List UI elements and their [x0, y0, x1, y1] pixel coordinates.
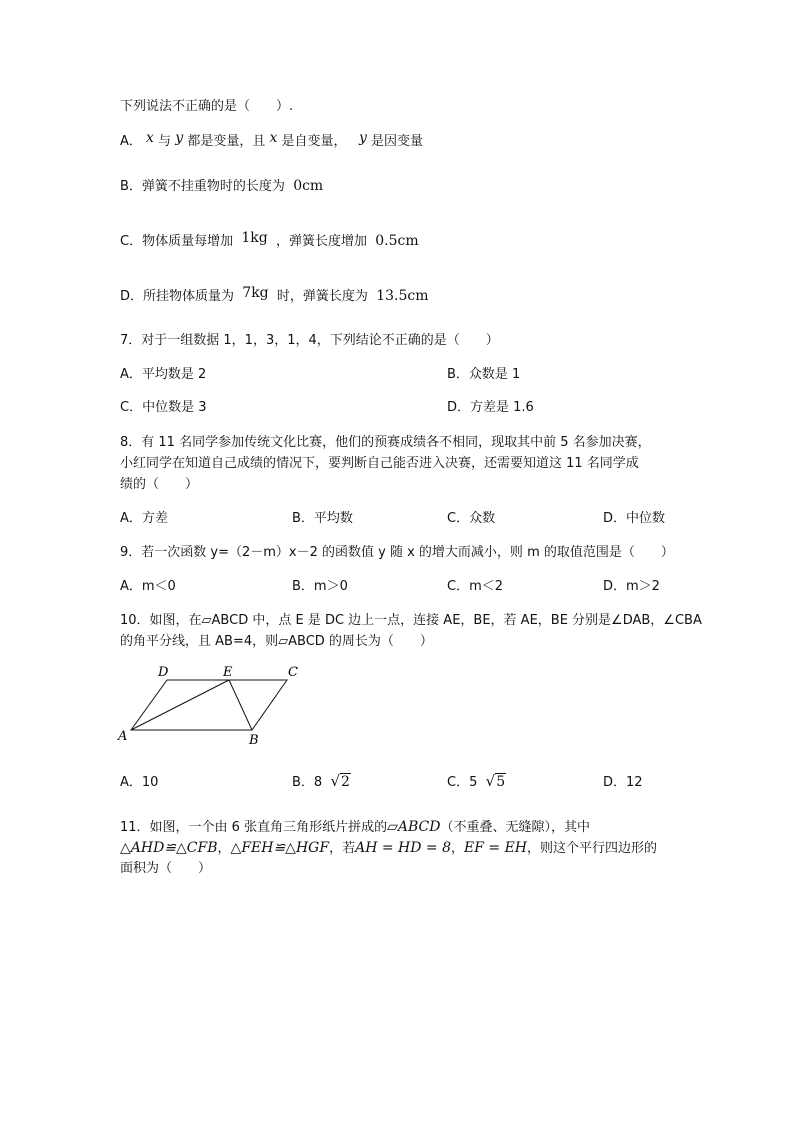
text-with: 与 — [158, 134, 172, 149]
q11-congruence-1: △AHD≌△CFB — [120, 840, 218, 856]
q10-option-d[interactable]: D．12 — [603, 775, 643, 790]
option-c-value-1: 1kg — [241, 230, 268, 246]
q8-question-line-2: 小红同学在知道自己成绩的情况下，要判断自己能否进入决赛，还需要知道这 11 名同学成 — [120, 456, 639, 471]
label-b: B — [249, 733, 259, 748]
option-c-value-2: 0.5cm — [375, 233, 419, 249]
label-c: C — [288, 665, 298, 680]
text-both-variables: 都是变量，且 — [187, 134, 266, 149]
intro-option-d[interactable] — [120, 286, 428, 307]
q9-option-a[interactable]: A．m＜0 — [120, 579, 176, 594]
var-y: y — [175, 130, 184, 146]
option-d-mid: 时，弹簧长度为 — [276, 289, 368, 304]
q11-line1-suffix: （不重叠、无缝隙），其中 — [440, 820, 590, 835]
q11-line2-suffix: ，则这个平行四边形的 — [527, 841, 658, 856]
parallelogram-figure — [115, 660, 315, 750]
q11-congruence-2: △FEH≌△HGF — [230, 840, 330, 856]
q7-question: 7．对于一组数据 1，1，3，1，4，下列结论不正确的是（ ） — [120, 333, 499, 348]
q8-question-line-1: 8．有 11 名同学参加传统文化比赛，他们的预赛成绩各不相同，现取其中前 5 名参加决赛， — [120, 435, 651, 450]
option-d-value-2: 13.5cm — [376, 288, 429, 304]
option-d-value-1: 7kg — [242, 285, 269, 301]
var-x-2: x — [269, 130, 278, 146]
label-a: A — [118, 729, 128, 744]
intro-question: 下列说法不正确的是（ ）. — [120, 99, 294, 114]
q10-question-line-1: 10．如图，在▱ABCD 中，点 E 是 DC 边上一点，连接 AE，BE，若 AE，BE 分别是∠DAB，∠CBA — [120, 613, 702, 628]
sqrt-5: √5 — [485, 772, 506, 790]
q7-option-d[interactable]: D．方差是 1.6 — [447, 400, 534, 415]
intro-option-b[interactable] — [120, 176, 323, 197]
segment-ae — [131, 680, 229, 730]
option-a-label: A． — [120, 134, 142, 149]
parallelogram-abcd — [131, 680, 287, 730]
sqrt-2-radicand: 2 — [341, 774, 350, 790]
option-c-mid: ，弹簧长度增加 — [275, 234, 367, 249]
option-d-text: D．所挂物体质量为 — [120, 289, 235, 304]
q10-question-line-2: 的角平分线，且 AB=4，则▱ABCD 的周长为（ ） — [120, 634, 433, 649]
q9-option-c[interactable]: C．m＜2 — [447, 579, 504, 594]
q10-option-b[interactable] — [292, 771, 351, 793]
sqrt-5-radicand: 5 — [496, 774, 506, 790]
q8-option-d[interactable]: D．中位数 — [603, 511, 666, 526]
var-x: x — [146, 130, 154, 146]
q11-sep-1: ， — [217, 841, 231, 856]
q11-question-line-1 — [120, 817, 590, 838]
sqrt-2: √2 — [330, 772, 350, 790]
label-d: D — [158, 665, 169, 680]
intro-option-c[interactable] — [120, 231, 419, 252]
text-dependent: 是因变量 — [371, 134, 424, 149]
q8-option-b[interactable]: B．平均数 — [292, 511, 353, 526]
text-independent: 是自变量， — [281, 134, 347, 149]
var-y-2: y — [358, 130, 367, 146]
q10-option-c-prefix: C．5 — [447, 775, 478, 790]
q11-sep-2: ，若 — [329, 841, 356, 856]
q7-option-a[interactable]: A．平均数是 2 — [120, 367, 207, 382]
intro-option-a[interactable] — [120, 131, 423, 152]
q8-question-line-3: 绩的（ ） — [120, 477, 199, 492]
option-b-text: B．弹簧不挂重物时的长度为 — [120, 179, 285, 194]
q11-parallelogram: ▱ABCD — [387, 819, 441, 835]
q11-question-line-3: 面积为（ ） — [120, 861, 212, 876]
q11-line1-prefix: 11．如图，一个由 6 张直角三角形纸片拼成的 — [120, 820, 388, 835]
label-e: E — [223, 665, 233, 680]
q7-option-b[interactable]: B．众数是 1 — [447, 367, 521, 382]
segment-be — [229, 680, 252, 730]
q9-question: 9．若一次函数 y=（2－m）x－2 的函数值 y 随 x 的增大而减小，则 m 的取值范围是（ ） — [120, 545, 674, 560]
q9-option-d[interactable]: D．m＞2 — [603, 579, 660, 594]
option-b-value: 0cm — [293, 178, 324, 194]
q10-option-a[interactable]: A．10 — [120, 775, 159, 790]
q11-equation-2: EF = EH — [464, 840, 528, 856]
q10-option-c[interactable] — [447, 771, 506, 793]
q8-option-a[interactable]: A．方差 — [120, 511, 168, 526]
q9-option-b[interactable]: B．m＞0 — [292, 579, 348, 594]
q8-option-c[interactable]: C．众数 — [447, 511, 496, 526]
q7-option-c[interactable]: C．中位数是 3 — [120, 400, 207, 415]
q11-equation-1: AH = HD = 8 — [355, 840, 451, 856]
option-c-text: C．物体质量每增加 — [120, 234, 234, 249]
q11-question-line-2 — [120, 838, 657, 859]
q11-sep-3: ， — [451, 841, 465, 856]
q10-option-b-prefix: B．8 — [292, 775, 323, 790]
